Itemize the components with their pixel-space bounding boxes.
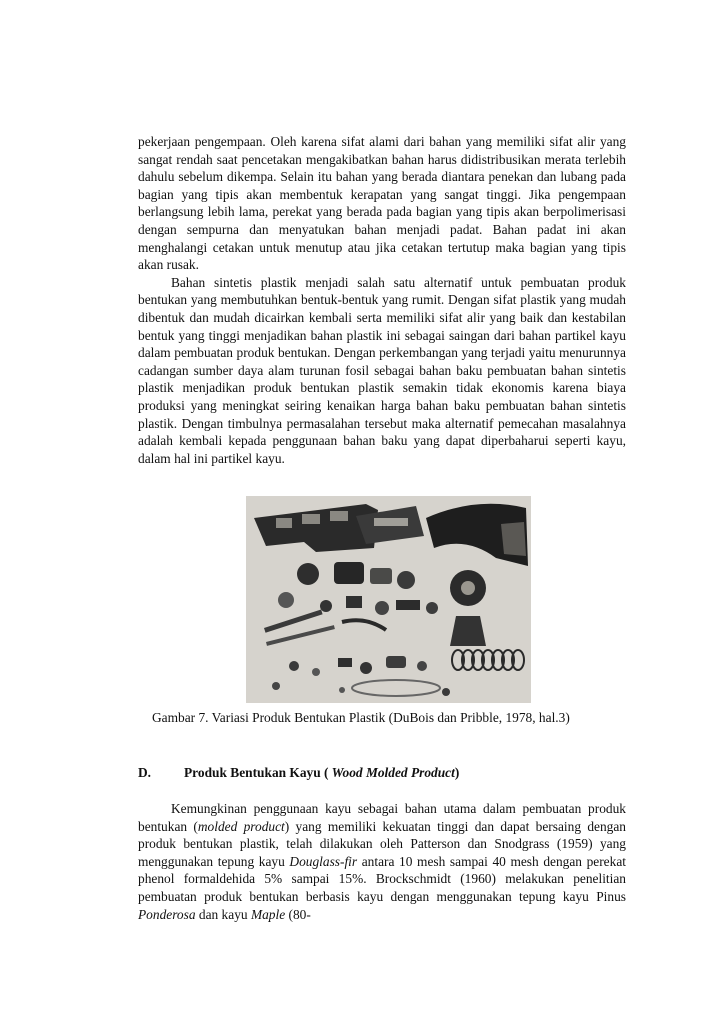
section-title-start: Produk Bentukan Kayu ( xyxy=(184,765,329,780)
paragraph-wood-molded xyxy=(138,800,626,923)
paragraph3-part2: ) yang memiliki kekuatan tinggi dan dapat bersaing dengan produk bentukan plastik, telah dilakukan oleh Patterson dan Snodgrass (1959) yang menggunakan tepung kayu xyxy=(138,818,626,869)
paragraph-continued: pekerjaan pengempaan. Oleh karena sifat alami dari bahan yang memiliki sifat alir yang sangat rendah saat pencetakan mengakibatkan bahan harus didistribusikan merata terlebih dahulu sebelum dikempa. Selain itu bahan yang berada diantara penekan dan lubang pada bagian yang tipis akan membentuk kerapatan yang sangat tinggi. Jika pengempaan berlangsung lebih lama, perekat yang berada pada bagian yang tipis akan berpolimerisasi dengan sempurna dan menyatukan bahan menjadi padat. Bahan padat ini akan menghalangi cetakan untuk menutup atau jika cetakan tertutup maka bagian yang tipis akan rusak. xyxy=(138,134,626,273)
photo-plastic-products xyxy=(246,496,531,703)
term-ponderosa: Ponderosa xyxy=(138,906,196,922)
term-molded-product: molded product xyxy=(197,818,285,834)
paragraph3-part3: antara 10 mesh sampai 40 mesh dengan perekat phenol formaldehida 5% sampai 15%. Brockschmidt (1960) melakukan penelitian pembuatan produk bentukan berbasis kayu dengan menggunakan tepung kayu Pinus xyxy=(138,853,626,904)
figure-plastic-molded-products xyxy=(246,496,531,703)
upper-text-block xyxy=(138,133,626,467)
paragraph3-part4: dan kayu xyxy=(195,906,251,922)
paragraph-plastic-alternative: Bahan sintetis plastik menjadi salah satu alternatif untuk pembuatan produk bentukan yang membutuhkan bentuk-bentuk yang rumit. Dengan sifat plastik yang mudah dibentuk dan mudah dicairkan kembali serta memiliki sifat alir yang baik dan kestabilan bentuk yang tinggi menjadikan bahan plastik ini sebagai saingan dari bahan partikel kayu dalam pembuatan produk bentukan. Dengan perkembangan yang terjadi yaitu menurunnya cadangan sumber daya alam turunan fosil sebagai bahan baku pembuatan bahan sintetis plastik menjadikan produk bentukan plastik semakin tidak ekonomis karena biaya produksi yang meningkat seiring kenaikan harga bahan baku pembuatan bahan sintetis plastik. Dengan timbulnya permasalahan tersebut maka alternatif pemecahan masalahnya adalah kembali kepada penggunaan bahan baku yang dapat diperbaharui seperti kayu, dalam hal ini partikel kayu. xyxy=(138,274,626,466)
figure-caption: Gambar 7. Variasi Produk Bentukan Plastik (DuBois dan Pribble, 1978, hal.3) xyxy=(152,710,570,725)
section-title-end: ) xyxy=(454,765,460,780)
section-title-italic: Wood Molded Product xyxy=(328,765,455,780)
term-douglass-fir: Douglass-fir xyxy=(289,853,358,869)
paragraph3-part5: (80- xyxy=(285,906,311,922)
paragraph3-part1: Kemungkinan penggunaan kayu sebagai bahan utama dalam pembuatan produk bentukan ( xyxy=(138,801,626,834)
section-letter: D. xyxy=(138,765,152,780)
term-maple: Maple xyxy=(250,906,286,922)
section-heading xyxy=(138,765,626,781)
lower-text-block xyxy=(138,800,626,923)
